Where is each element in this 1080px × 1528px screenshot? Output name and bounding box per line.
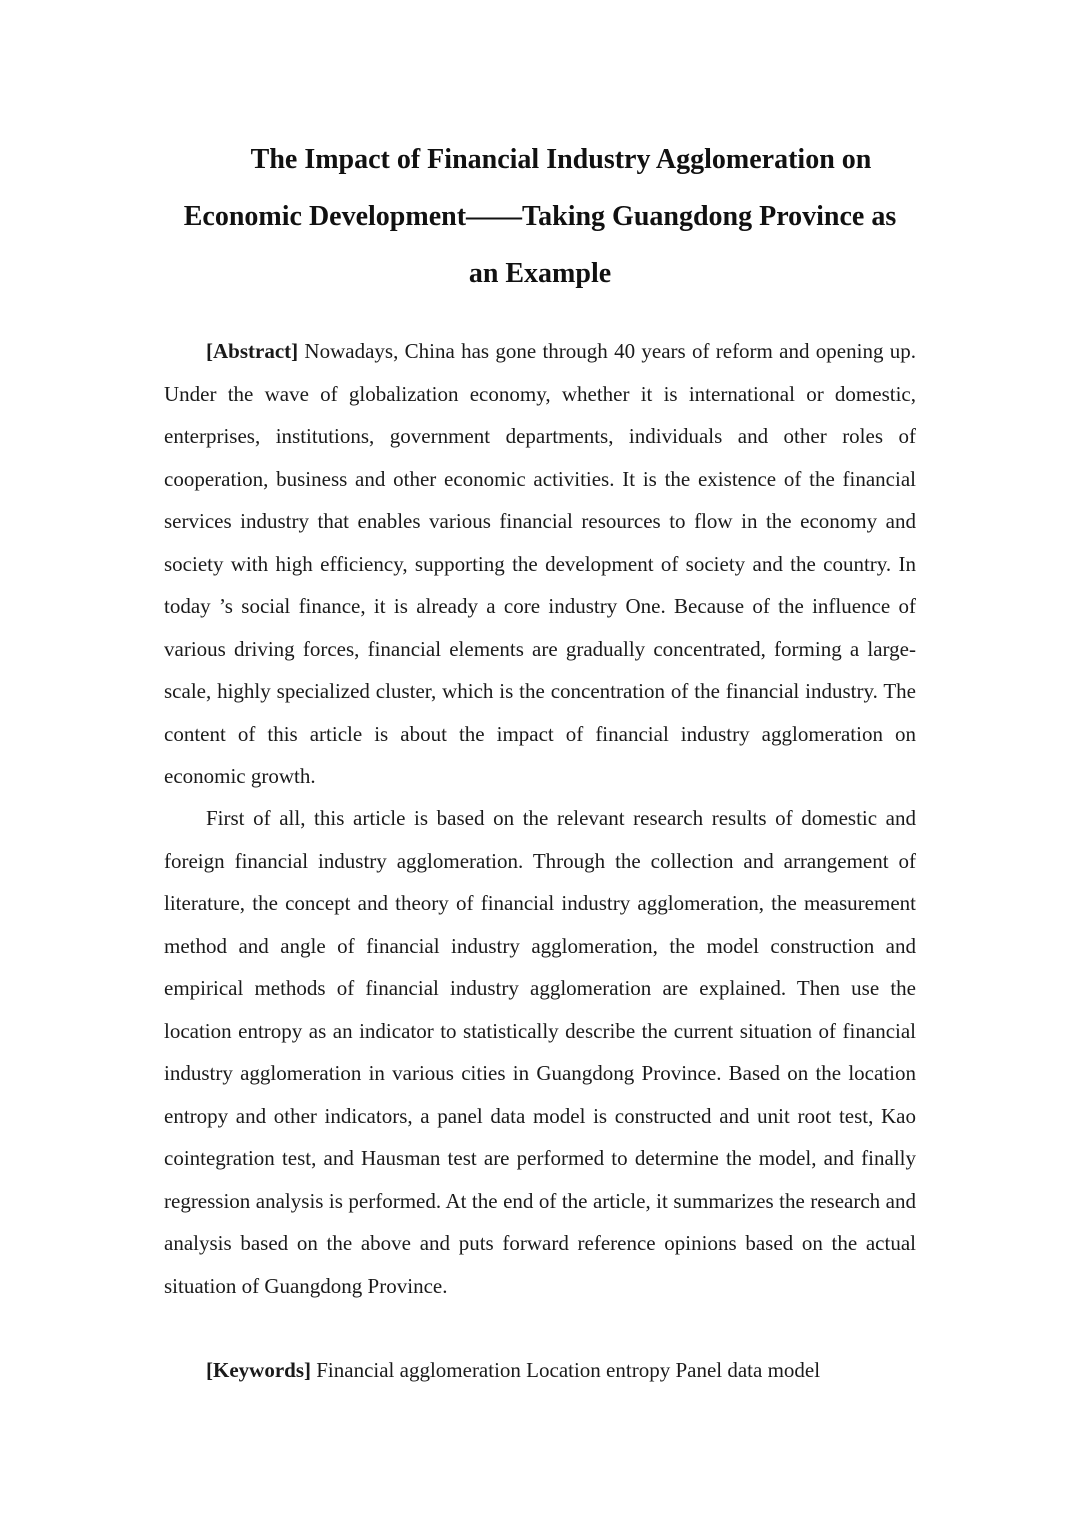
title-line-2: Economic Development——Taking Guangdong Province as <box>183 201 897 232</box>
keywords-paragraph <box>164 1349 916 1392</box>
title-line-3: an Example <box>468 258 612 289</box>
abstract-paragraph <box>164 330 916 798</box>
body-paragraph: First of all, this article is based on the relevant research results of domestic and foreign financial industry agglomeration. Through the collection and arrangement of literature, the concept and theory of financial industry agglomeration, the measurement method and angle of financial industry agglomeration, the model construction and empirical methods of financial industry agglomeration are explained. Then use the location entropy as an indicator to statistically describe the current situation of financial industry agglomeration in various cities in Guangdong Province. Based on the location entropy and other indicators, a panel data model is constructed and unit root test, Kao cointegration test, and Hausman test are performed to determine the model, and finally regression analysis is performed. At the end of the article, it summarizes the research and analysis based on the above and puts forward reference opinions based on the actual situation of Guangdong Province. <box>164 806 916 1298</box>
abstract-label: [Abstract] <box>206 339 299 363</box>
keywords-text: Financial agglomeration Location entropy Panel data model <box>310 1358 821 1382</box>
keywords-label: [Keywords] <box>206 1358 311 1382</box>
abstract-text: Nowadays, China has gone through 40 years of reform and opening up. Under the wave of globalization economy, whether it is international or domestic, enterprises, institutions, government departments, individuals and other roles of cooperation, business and other economic activities. It is the existence of the financial services industry that enables various financial resources to flow in the economy and society with high efficiency, supporting the development of society and the country. In today ’s social finance, it is already a core industry One. Because of the influence of various driving forces, financial elements are gradually concentrated, forming a large-scale, highly specialized cluster, which is the concentration of the financial industry. The content of this article is about the impact of financial industry agglomeration on economic growth. <box>164 339 916 788</box>
title-line-1: The Impact of Financial Industry Agglomeration on <box>250 144 872 175</box>
document-title <box>164 131 916 302</box>
